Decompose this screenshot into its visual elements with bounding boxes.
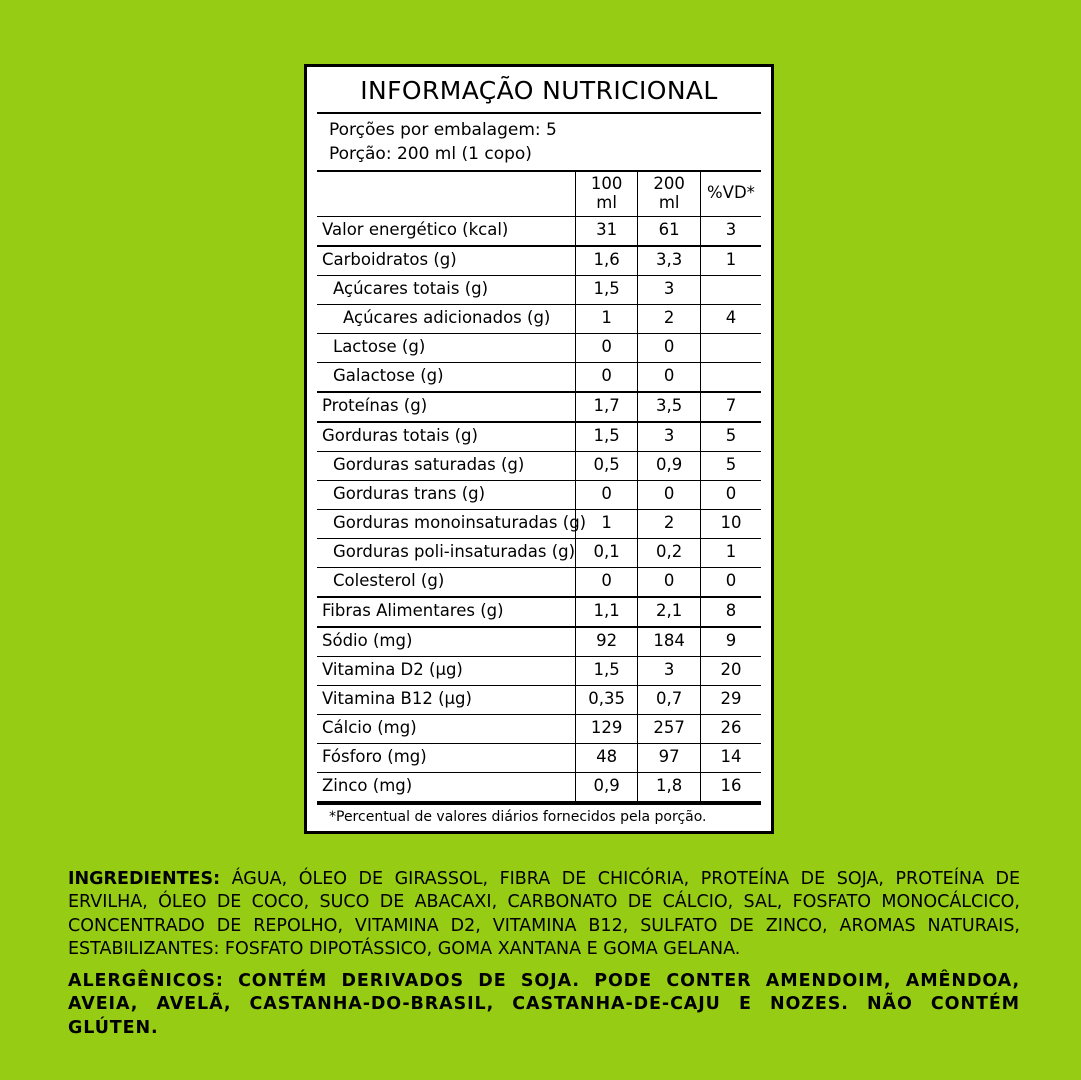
table-row bbox=[317, 275, 761, 304]
value-100ml: 1,6 bbox=[575, 246, 638, 276]
value-vd: 26 bbox=[700, 714, 761, 743]
table-row bbox=[317, 538, 761, 567]
value-200ml: 0 bbox=[638, 362, 701, 392]
nutrient-name: Açúcares totais (g) bbox=[317, 275, 575, 304]
nutrient-name: Gorduras totais (g) bbox=[317, 422, 575, 452]
value-200ml: 0 bbox=[638, 333, 701, 362]
column-header-200ml: 200 ml bbox=[638, 172, 701, 216]
value-vd bbox=[700, 275, 761, 304]
value-100ml: 31 bbox=[575, 216, 638, 246]
value-200ml: 61 bbox=[638, 216, 701, 246]
nutrient-name: Carboidratos (g) bbox=[317, 246, 575, 276]
value-vd: 8 bbox=[700, 597, 761, 627]
value-vd: 10 bbox=[700, 509, 761, 538]
nutrition-facts-panel bbox=[304, 64, 774, 834]
table-row bbox=[317, 451, 761, 480]
nutrient-name: Fibras Alimentares (g) bbox=[317, 597, 575, 627]
value-200ml: 3 bbox=[638, 422, 701, 452]
table-row bbox=[317, 743, 761, 772]
table-row bbox=[317, 567, 761, 597]
table-row bbox=[317, 333, 761, 362]
allergens-label: ALERGÊNICOS: bbox=[68, 970, 224, 991]
value-vd bbox=[700, 362, 761, 392]
value-vd: 0 bbox=[700, 567, 761, 597]
value-200ml: 2 bbox=[638, 304, 701, 333]
value-100ml: 0 bbox=[575, 480, 638, 509]
ingredients-text: ÁGUA, ÓLEO DE GIRASSOL, FIBRA DE CHICÓRIA, PROTEÍNA DE SOJA, PROTEÍNA DE ERVILHA, ÓLEO DE COCO, SUCO DE ABACAXI, CARBONATO DE CÁLCIO, SAL, FOSFATO MONOCÁLCICO, CONCENTRADO DE REPOLHO, VITAMINA D2, VITAMINA B12, SULFATO DE ZINCO, AROMAS NATURAIS, ESTABILIZANTES: FOSFATO DIPOTÁSSICO, GOMA XANTANA E GOMA GELANA. bbox=[68, 869, 1020, 960]
value-200ml: 3 bbox=[638, 656, 701, 685]
servings-per-package: Porções por embalagem: 5 bbox=[329, 119, 557, 140]
value-vd: 20 bbox=[700, 656, 761, 685]
value-100ml: 0,5 bbox=[575, 451, 638, 480]
value-vd: 16 bbox=[700, 772, 761, 802]
value-vd: 3 bbox=[700, 216, 761, 246]
nutrient-name: Valor energético (kcal) bbox=[317, 216, 575, 246]
table-row bbox=[317, 422, 761, 452]
nutrient-name: Gorduras poli-insaturadas (g) bbox=[317, 538, 575, 567]
value-100ml: 0 bbox=[575, 333, 638, 362]
value-vd: 5 bbox=[700, 422, 761, 452]
column-header-nutrient bbox=[317, 172, 575, 216]
nutrient-name: Colesterol (g) bbox=[317, 567, 575, 597]
nutrition-table bbox=[317, 172, 761, 803]
value-100ml: 1,5 bbox=[575, 656, 638, 685]
value-100ml: 0,1 bbox=[575, 538, 638, 567]
panel-title: INFORMAÇÃO NUTRICIONAL bbox=[317, 77, 761, 114]
value-200ml: 0 bbox=[638, 567, 701, 597]
nutrient-name: Zinco (mg) bbox=[317, 772, 575, 802]
value-100ml: 1,5 bbox=[575, 422, 638, 452]
value-100ml: 0 bbox=[575, 362, 638, 392]
nutrient-name: Vitamina D2 (µg) bbox=[317, 656, 575, 685]
ingredients-paragraph bbox=[68, 868, 1020, 962]
value-200ml: 97 bbox=[638, 743, 701, 772]
value-200ml: 0 bbox=[638, 480, 701, 509]
value-200ml: 2,1 bbox=[638, 597, 701, 627]
serving-size: Porção: 200 ml (1 copo) bbox=[329, 143, 532, 164]
value-100ml: 1 bbox=[575, 509, 638, 538]
value-200ml: 0,9 bbox=[638, 451, 701, 480]
nutrient-name: Proteínas (g) bbox=[317, 392, 575, 422]
allergens-paragraph bbox=[68, 970, 1020, 1040]
table-row bbox=[317, 246, 761, 276]
value-100ml: 0 bbox=[575, 567, 638, 597]
value-200ml: 184 bbox=[638, 627, 701, 657]
ingredients-label: INGREDIENTES: bbox=[68, 869, 221, 889]
value-vd bbox=[700, 333, 761, 362]
value-100ml: 0,35 bbox=[575, 685, 638, 714]
value-200ml: 3,3 bbox=[638, 246, 701, 276]
nutrient-name: Sódio (mg) bbox=[317, 627, 575, 657]
nutrient-name: Gorduras monoinsaturadas (g) bbox=[317, 509, 575, 538]
table-row bbox=[317, 216, 761, 246]
value-100ml: 129 bbox=[575, 714, 638, 743]
nutrient-name: Gorduras saturadas (g) bbox=[317, 451, 575, 480]
table-row bbox=[317, 656, 761, 685]
value-vd: 4 bbox=[700, 304, 761, 333]
table-row bbox=[317, 362, 761, 392]
nutrient-name: Fósforo (mg) bbox=[317, 743, 575, 772]
value-200ml: 3,5 bbox=[638, 392, 701, 422]
value-vd: 1 bbox=[700, 246, 761, 276]
nutrient-name: Gorduras trans (g) bbox=[317, 480, 575, 509]
ingredients-block bbox=[68, 868, 1020, 1040]
value-vd: 29 bbox=[700, 685, 761, 714]
footnote: *Percentual de valores diários fornecidos pela porção. bbox=[317, 803, 761, 827]
table-row bbox=[317, 597, 761, 627]
nutrient-name: Vitamina B12 (µg) bbox=[317, 685, 575, 714]
value-100ml: 0,9 bbox=[575, 772, 638, 802]
value-vd: 0 bbox=[700, 480, 761, 509]
value-100ml: 1,1 bbox=[575, 597, 638, 627]
column-header-vd: %VD* bbox=[700, 172, 761, 216]
table-row bbox=[317, 480, 761, 509]
value-vd: 5 bbox=[700, 451, 761, 480]
value-100ml: 1,5 bbox=[575, 275, 638, 304]
value-200ml: 0,2 bbox=[638, 538, 701, 567]
serving-info bbox=[317, 114, 761, 172]
column-header-100ml: 100 ml bbox=[575, 172, 638, 216]
value-200ml: 2 bbox=[638, 509, 701, 538]
value-200ml: 0,7 bbox=[638, 685, 701, 714]
table-header-row bbox=[317, 172, 761, 216]
value-vd: 1 bbox=[700, 538, 761, 567]
value-100ml: 1,7 bbox=[575, 392, 638, 422]
table-row bbox=[317, 304, 761, 333]
value-100ml: 1 bbox=[575, 304, 638, 333]
nutrient-name: Galactose (g) bbox=[317, 362, 575, 392]
nutrient-name: Lactose (g) bbox=[317, 333, 575, 362]
table-row bbox=[317, 392, 761, 422]
value-100ml: 48 bbox=[575, 743, 638, 772]
allergens-text: CONTÉM DERIVADOS DE SOJA. PODE CONTER AMENDOIM, AMÊNDOA, AVEIA, AVELÃ, CASTANHA-DO-BRASIL, CASTANHA-DE-CAJU E NOZES. NÃO CONTÉM GLÚTEN. bbox=[68, 970, 1020, 1038]
value-200ml: 3 bbox=[638, 275, 701, 304]
value-vd: 7 bbox=[700, 392, 761, 422]
nutrient-name: Cálcio (mg) bbox=[317, 714, 575, 743]
nutrient-name: Açúcares adicionados (g) bbox=[317, 304, 575, 333]
table-row bbox=[317, 509, 761, 538]
value-200ml: 257 bbox=[638, 714, 701, 743]
value-200ml: 1,8 bbox=[638, 772, 701, 802]
table-row bbox=[317, 772, 761, 802]
value-vd: 9 bbox=[700, 627, 761, 657]
table-row bbox=[317, 627, 761, 657]
table-row bbox=[317, 714, 761, 743]
table-row bbox=[317, 685, 761, 714]
value-100ml: 92 bbox=[575, 627, 638, 657]
value-vd: 14 bbox=[700, 743, 761, 772]
